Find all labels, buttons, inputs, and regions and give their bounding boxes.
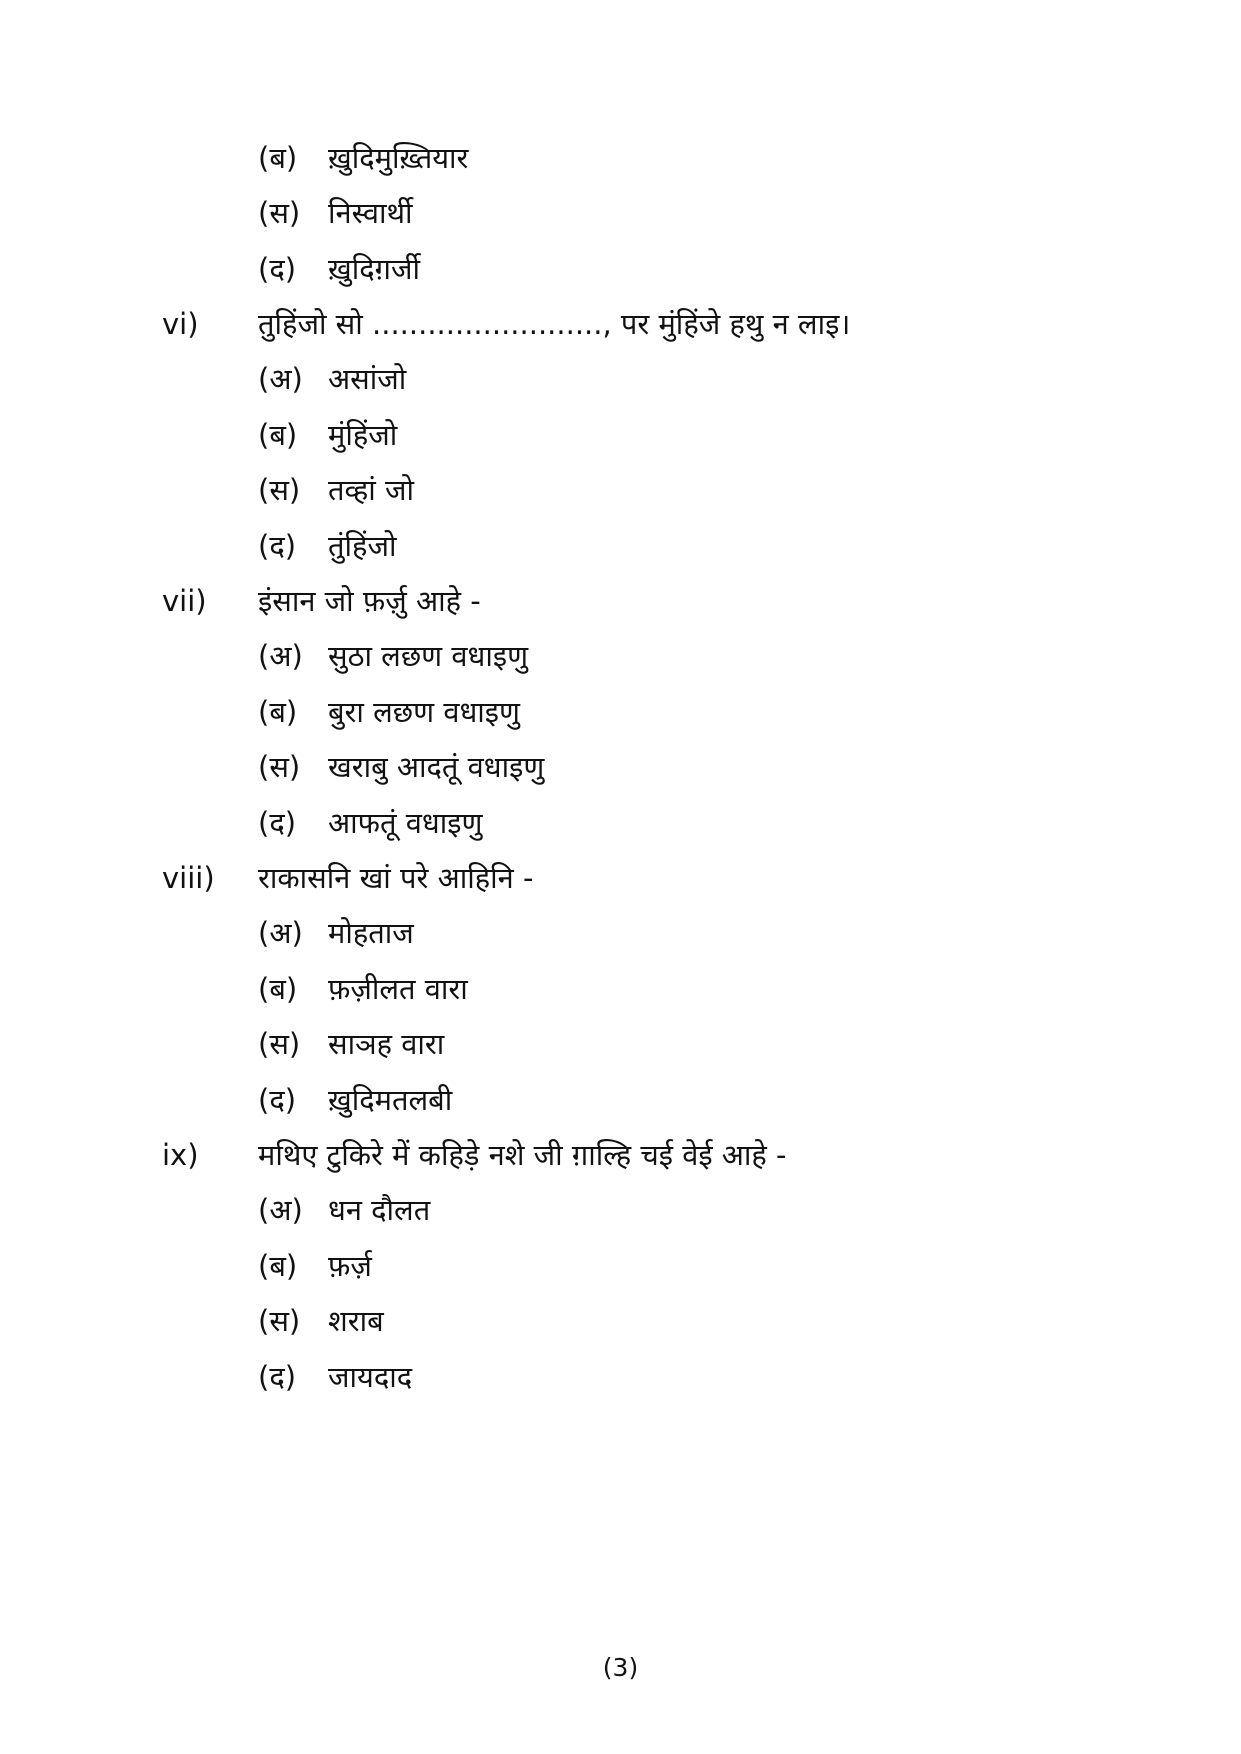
option-text: खराबु आदतूं वधाइणु (328, 750, 545, 784)
option-text: शराब (328, 1304, 384, 1338)
option-text: जायदाद (328, 1360, 413, 1394)
option-label: (ब) (258, 418, 298, 452)
question-text: तुहिंजो सो ........................., पर मुंहिंजे हथु न लाइ। (258, 307, 851, 341)
option-text: फ़ज़ीलत वारा (328, 972, 468, 1006)
option-label: (ब) (258, 141, 298, 175)
option-text: असांजो (328, 362, 407, 396)
option-text: धन दौलत (328, 1193, 431, 1227)
option-text: आफतूं वधाइणु (328, 806, 483, 840)
option-label: (ब) (258, 972, 298, 1006)
option-label: (स) (258, 1304, 301, 1338)
option-text: मुंहिंजो (328, 418, 398, 452)
option-text: सुठा लछण वधाइणु (328, 639, 529, 673)
option-label: (अ) (258, 362, 303, 396)
option-label: (स) (258, 196, 301, 230)
option-text: निस्वार्थी (328, 196, 413, 230)
option-text: फ़र्ज़ (328, 1249, 372, 1283)
option-label: (द) (258, 1083, 297, 1117)
option-label: (द) (258, 529, 297, 563)
option-label: (स) (258, 1027, 301, 1061)
option-label: (अ) (258, 639, 303, 673)
question-number: ix) (162, 1138, 199, 1172)
option-label: (द) (258, 252, 297, 286)
option-label: (अ) (258, 1193, 303, 1227)
option-text: ख़ुदिमुख़्तियार (328, 141, 469, 175)
option-label: (स) (258, 750, 301, 784)
question-text: राकासनि खां परे आहिनि - (258, 861, 534, 895)
question-text: मथिए टुकिरे में कहिड़े नशे जी ग़ाल्हि चई वेई आहे - (258, 1138, 787, 1172)
option-label: (द) (258, 1360, 297, 1394)
option-label: (अ) (258, 916, 303, 950)
question-text: इंसान जो फ़र्ज़ु आहे - (258, 584, 481, 618)
option-label: (ब) (258, 695, 298, 729)
option-text: ख़ुदिग़र्जी (328, 252, 420, 286)
option-label: (द) (258, 806, 297, 840)
option-text: तुंहिंजो (328, 529, 397, 563)
option-text: तव्हां जो (328, 473, 415, 507)
question-number: vii) (162, 584, 207, 618)
question-number: vi) (162, 307, 199, 341)
page-number: (3) (602, 1653, 639, 1682)
option-label: (स) (258, 473, 301, 507)
option-label: (ब) (258, 1249, 298, 1283)
option-text: ख़ुदिमतलबी (328, 1083, 453, 1117)
question-number: viii) (162, 861, 215, 895)
option-text: साञह वारा (328, 1027, 445, 1061)
option-text: मोहताज (328, 916, 414, 950)
option-text: बुरा लछण वधाइणु (328, 695, 521, 729)
